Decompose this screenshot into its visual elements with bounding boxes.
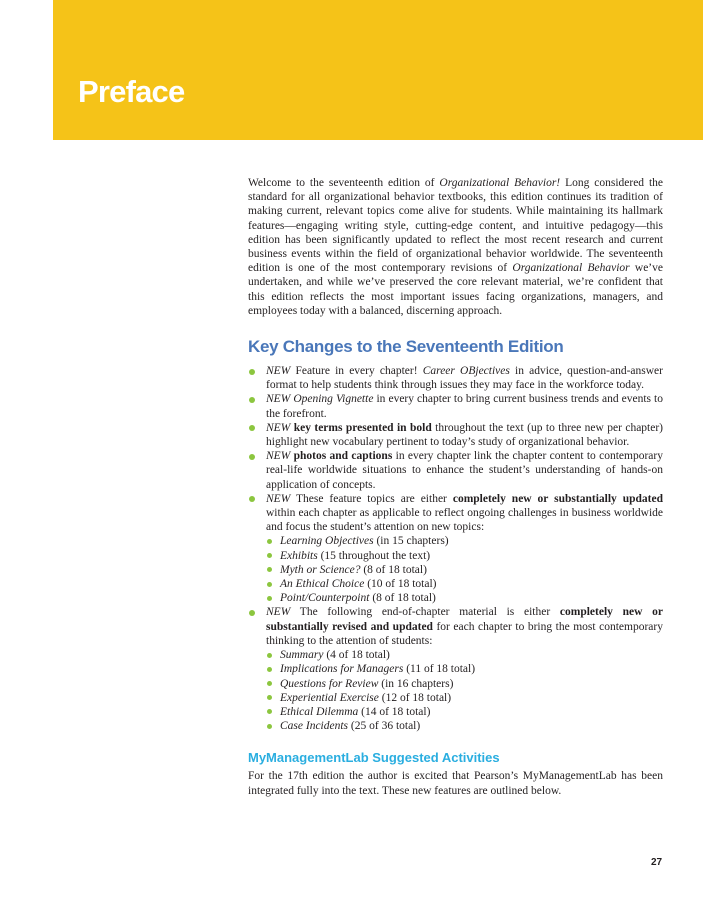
sub-item-detail: (11 of 18 total) (403, 663, 476, 676)
list-item (248, 364, 663, 392)
list-item-text: Feature in every chapter! (290, 365, 423, 378)
bullet-icon (249, 610, 255, 616)
new-label: NEW (266, 421, 291, 434)
sub-item-name: An Ethical Choice (280, 578, 365, 591)
sub-item-name: Implications for Managers (280, 663, 404, 676)
key-changes-list (248, 364, 663, 733)
sub-list-item (266, 549, 663, 563)
end-of-chapter-list (266, 648, 663, 733)
sub-item-name: Learning Objectives (280, 535, 374, 548)
bullet-icon (267, 681, 272, 686)
bullet-icon (267, 539, 272, 544)
sub-list-item (266, 591, 663, 605)
bullet-icon (267, 709, 272, 714)
mml-heading: MyManagementLab Suggested Activities (248, 750, 500, 766)
bullet-icon (267, 596, 272, 601)
bullet-icon (249, 454, 255, 460)
list-item (248, 605, 663, 733)
new-label: NEW (266, 492, 291, 505)
sub-item-name: Ethical Dilemma (280, 705, 359, 718)
sub-list-item (266, 577, 663, 591)
new-label: NEW (266, 365, 291, 378)
sub-item-name: Case Incidents (280, 720, 349, 733)
header-banner (53, 0, 703, 140)
bullet-icon (249, 397, 255, 403)
intro-text-2: Long considered the standard for all organizational behavior textbooks, this edition continues its tradition of making current, relevant topics come alive for students. While maintaining its hallmark features—engaging writing style, cutting-edge content, and intuitive pedagogy—this edition has been significantly updated to reflect the most recent research and current business events within the field of organizational behavior worldwide. The seventeenth edition is one of the most contemporary revisions of (248, 177, 664, 275)
sub-list-item (266, 705, 663, 719)
bullet-icon (267, 582, 272, 587)
list-item-text: in advice, question-and-answer format to help students think through issues they may face in the workforce today. (266, 365, 663, 392)
new-label: NEW (266, 393, 291, 406)
list-item-text: in every chapter to bring current business trends and events to the forefront. (266, 393, 663, 420)
bullet-icon (267, 567, 272, 572)
list-item-bold: key terms presented in bold (290, 421, 432, 434)
list-item (248, 421, 663, 449)
sub-item-name: Point/Counterpoint (280, 592, 370, 605)
list-item-emphasis: Opening Vignette (290, 393, 374, 406)
sub-item-detail: (25 of 36 total) (348, 720, 421, 733)
sub-item-detail: (12 of 18 total) (378, 691, 452, 704)
sub-item-detail: (10 of 18 total) (364, 578, 437, 591)
list-item-text: throughout the text (up to three new per chapter) highlight new vocabulary pertinent to today’s study of organizational behavior. (266, 421, 664, 449)
list-item-text: in every chapter link the chapter content to contemporary real-life worldwide situations to enhance the student’s understanding of hands-on application of concepts. (266, 450, 663, 491)
page-title: Preface (78, 74, 185, 109)
sub-item-detail: (8 of 18 total) (360, 563, 427, 576)
sub-list-item (266, 719, 663, 733)
sub-item-name: Myth or Science? (280, 563, 361, 576)
bullet-icon (267, 653, 272, 658)
list-item-text: for each chapter to bring the most contemporary thinking to the attention of students: (266, 620, 663, 647)
sub-list-item (266, 534, 663, 548)
list-item (248, 449, 663, 492)
sub-list-item (266, 677, 663, 691)
sub-item-detail: (4 of 18 total) (323, 649, 390, 662)
list-item (248, 392, 663, 420)
sub-list-item (266, 648, 663, 662)
sub-item-name: Experiential Exercise (280, 691, 379, 704)
bullet-icon (267, 695, 272, 700)
sub-item-name: Summary (280, 649, 324, 662)
list-item-text: within each chapter as applicable to reflect ongoing challenges in business worldwide and focus the student’s attention on new topics: (266, 507, 663, 534)
mml-paragraph: For the 17th edition the author is excited that Pearson’s MyManagementLab has been integrated fully into the text. These new features are outlined below. (248, 770, 663, 797)
bullet-icon (267, 667, 272, 672)
list-item-text: These feature topics are either (290, 492, 453, 505)
new-label: NEW (266, 450, 291, 463)
sub-list-item (266, 662, 663, 676)
feature-topics-list (266, 534, 663, 605)
bullet-icon (267, 553, 272, 558)
bullet-icon (249, 425, 255, 431)
main-content (248, 176, 663, 798)
sub-item-name: Exhibits (280, 549, 318, 562)
sub-list-item (266, 691, 663, 705)
bullet-icon (249, 496, 255, 502)
sub-item-detail: (14 of 18 total) (358, 705, 431, 718)
sub-item-detail: (15 throughout the text) (317, 549, 431, 562)
list-item-bold: completely new or substantially revised and updated (266, 606, 664, 633)
page-number: 27 (651, 857, 663, 868)
sub-item-name: Questions for Review (280, 677, 379, 690)
new-label: NEW (266, 606, 291, 619)
intro-paragraph (248, 176, 663, 318)
key-changes-heading: Key Changes to the Seventeenth Edition (248, 337, 564, 357)
bullet-icon (267, 724, 272, 729)
intro-book-title-2: Organizational Behavior (512, 262, 630, 275)
sub-item-detail: (in 16 chapters) (378, 677, 454, 690)
list-item-bold: photos and captions (290, 450, 393, 463)
list-item-emphasis: Career OBjectives (422, 365, 510, 378)
list-item-text: The following end-of-chapter material is either (290, 606, 560, 619)
sub-item-detail: (in 15 chapters) (373, 535, 449, 548)
intro-book-title: Organizational Behavior! (439, 177, 561, 189)
list-item (248, 492, 663, 606)
sub-list-item (266, 563, 663, 577)
sub-item-detail: (8 of 18 total) (369, 592, 436, 605)
bullet-icon (249, 369, 255, 375)
intro-text-3: we’ve undertaken, and while we’ve preserved the core relevant material, we’re confident that this edition reflects the most important issues facing organizations, managers, and employees today with a balanced, discerning approach. (248, 262, 663, 317)
intro-text-1: Welcome to the seventeenth edition of (248, 177, 440, 189)
list-item-bold: completely new or substantially updated (452, 492, 664, 505)
